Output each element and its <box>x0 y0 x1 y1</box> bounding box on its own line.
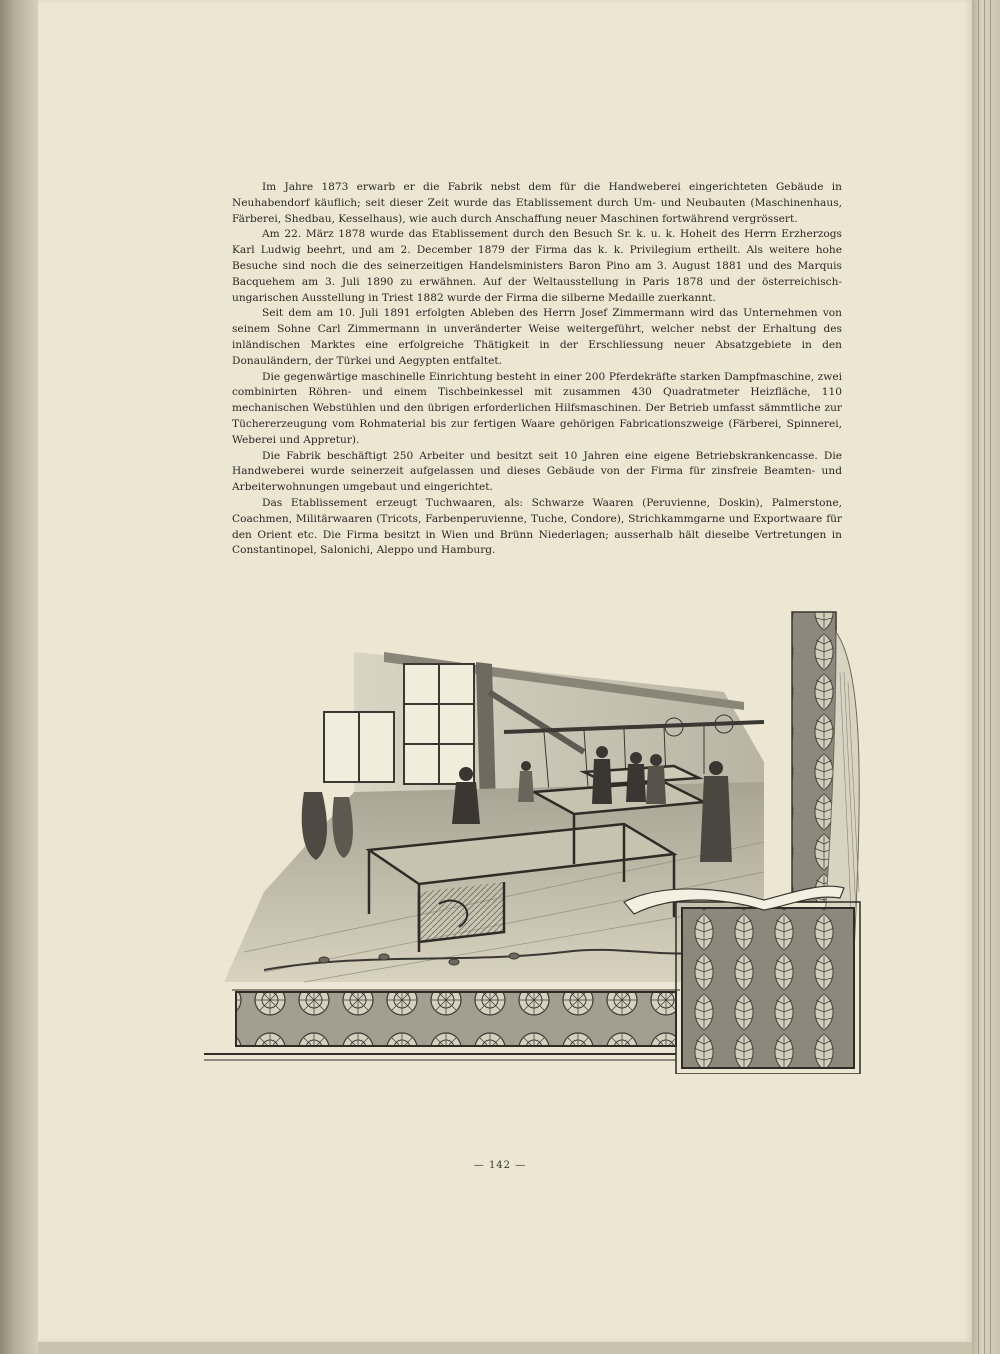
page-edges <box>972 0 1000 1354</box>
paragraph-2: Am 22. März 1878 wurde das Etablissement durch den Besuch Sr. k. u. k. Hoheit des Herrn Erzherzogs Karl Ludwig beehrt, und am 2. December 1879 der Firma das k. k. Privilegium ertheilt. Als weitere hohe Besuche sind noch die des seinerzeitigen Handelsministers Baron Pino am 3. August 1881 und des Marquis Bacquehem am 3. Juli 1890 zu erwähnen. Auf der Weltausstellung in Paris 1878 und der österreichisch-ungarischen Ausstellung in Triest 1882 wurde der Firma die silberne Medaille zuerkannt. <box>232 228 842 304</box>
paragraph-1: Im Jahre 1873 erwarb er die Fabrik nebst dem für die Handweberei eingerichteten Gebäude in Neuhabendorf käuflich; seit dieser Zeit wurde das Etablissement durch Um- und Neubauten (Maschinenhaus, Färberei, Shedbau, Kesselhaus), wie auch durch Anschaffung neuer Maschinen fortwährend vergrössert. <box>232 181 842 225</box>
paragraph-3: Seit dem am 10. Juli 1891 erfolgten Ableben des Herrn Josef Zimmermann wird das Unternehmen von seinem Sohne Carl Zimmermann in unveränderter Weise weitergeführt, welcher nebst der Erhaltung des inländischen Marktes eine erfolgreiche Thätigkeit in der Erschliessung neuer Absatzgebiete in den Donauländern, der Türkei und Aegypten entfaltet. <box>232 307 842 367</box>
factory-illustration <box>204 592 864 1074</box>
ornamental-frieze <box>236 992 676 1046</box>
ornamental-panel <box>682 908 854 1068</box>
body-text <box>232 180 842 559</box>
paragraph-6: Das Etablissement erzeugt Tuchwaaren, als: Schwarze Waaren (Peruvienne, Doskin), Palmerstone, Coachmen, Militärwaaren (Tricots, Farbenperuvienne, Tuche, Condore), Strichkammgarne und Exportwaare für den Orient etc. Die Firma besitzt in Wien und Brünn Niederlagen; ausserhalb hält dieselbe Vertretungen in Constantinopel, Salonichi, Aleppo und Hamburg. <box>232 496 842 557</box>
paragraph-4: Die gegenwärtige maschinelle Einrichtung besteht in einer 200 Pferdekräfte starken Dampfmaschine, zwei combinirten Röhren- und einem Tischbeinkessel mit zusammen 430 Quadratmeter Heizfläche, 110 mechanischen Webstühlen und den übrigen erforderlichen Hilfsmaschinen. Der Betrieb umfasst sämmtliche zur Tüchererzeugung vom Rohmaterial bis zur fertigen Waare gehörigen Fabricationszweige (Färberei, Spinnerei, Weberei und Appretur). <box>232 370 842 446</box>
paragraph-5: Die Fabrik beschäftigt 250 Arbeiter und besitzt seit 10 Jahren eine eigene Betriebskrankencasse. Die Handweberei wurde seinerzeit aufgelassen und dieses Gebäude von der Firma für zinsfreie Beamten- und Arbeiterwohnungen umgebaut und eingerichtet. <box>232 449 842 494</box>
page-number: — 142 — <box>473 1160 527 1171</box>
book-spine <box>0 0 38 1354</box>
